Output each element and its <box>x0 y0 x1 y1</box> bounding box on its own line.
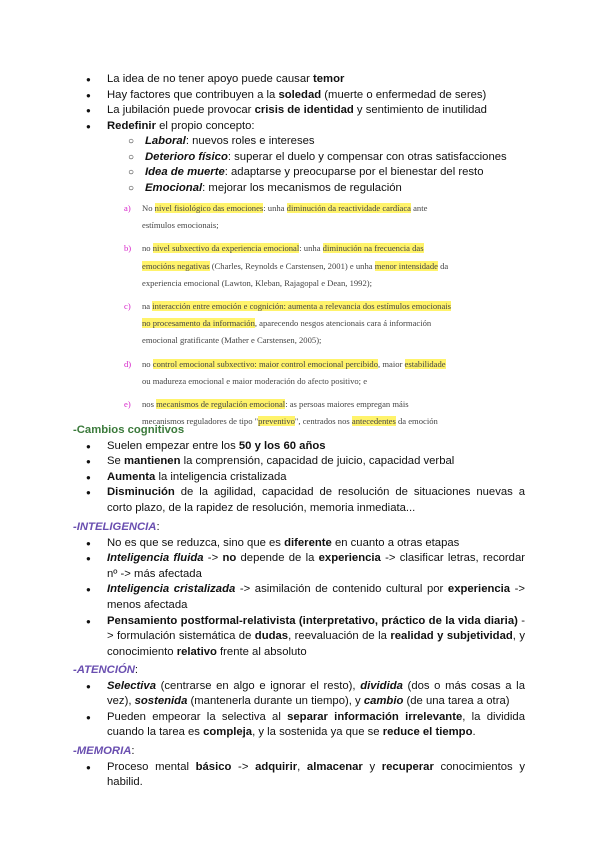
heading-text: -INTELIGENCIA <box>73 521 157 533</box>
text-run: da emoción <box>395 416 438 427</box>
excerpt-line <box>142 217 480 234</box>
item-letter: c) <box>124 301 131 312</box>
term-bold: dudas <box>254 630 289 643</box>
text-run: nos <box>142 399 157 410</box>
excerpt-line <box>142 240 480 257</box>
heading-colon: : <box>134 664 139 676</box>
term-bold-italic: Deterioro físico <box>145 150 228 163</box>
highlighted-text: emocións negativas <box>142 260 210 271</box>
list-item <box>0 679 600 710</box>
text-run: (mantenerla durante un tiempo), y <box>187 695 364 708</box>
heading-text: -ATENCIÓN <box>73 664 135 676</box>
text-run: la inteligencia cristalizada <box>155 470 287 483</box>
list-item <box>0 165 600 181</box>
text-run: de la agilidad, capacidad de resolución de situaciones nuevas a corto plazo, de la rapidez de resolución, memoria inmediata... <box>107 486 525 514</box>
term-bold: soledad <box>278 88 322 101</box>
text-run: : superar el duelo y compensar con otras satisfacciones <box>227 150 507 163</box>
list-item <box>0 103 600 119</box>
heading-colon: : <box>131 745 135 757</box>
term-bold-italic: Inteligencia cristalizada <box>107 583 236 596</box>
text-run: -> clasificar letras, recordar nº -> más afectada <box>107 552 525 580</box>
scanned-excerpt <box>120 200 480 436</box>
term-bold-italic: Idea de muerte <box>145 166 225 179</box>
text-run: No <box>142 203 155 213</box>
excerpt-line <box>142 332 480 349</box>
term-bold-italic: Inteligencia fluida <box>107 552 204 565</box>
list-item <box>0 582 600 613</box>
excerpt-line <box>142 315 480 332</box>
section-inteligencia <box>0 520 600 660</box>
text-run: na <box>142 301 153 312</box>
list-item <box>0 551 600 582</box>
text-run: : unha <box>299 243 323 254</box>
text-run: depende de la <box>236 552 319 565</box>
list-item <box>0 470 600 486</box>
list-item <box>0 454 600 470</box>
term-bold: crisis de identidad <box>254 104 354 117</box>
text-run: (dos o más cosas a la vez), <box>107 679 525 708</box>
list-item <box>0 88 600 104</box>
heading-text: -MEMORIA <box>73 745 132 757</box>
text-run: Se <box>107 455 124 468</box>
text-run: (centrarse en algo e ignorar el resto), <box>156 679 361 692</box>
text-run: Suelen empezar entre los <box>107 439 239 452</box>
term-bold: básico <box>195 760 232 773</box>
inteligencia-list <box>0 536 600 661</box>
term-bold: realidad y subjetividad <box>390 630 513 643</box>
highlighted-text: no procesamento da información <box>142 318 255 329</box>
list-item <box>0 119 600 135</box>
highlighted-text: diminución da reactividade cardíaca <box>286 203 411 213</box>
list-item <box>0 150 600 166</box>
term-bold: no <box>222 552 237 565</box>
text-run: (Charles, Reynolds e Carstensen, 2001) e unha <box>209 260 375 271</box>
atencion-list <box>0 679 600 741</box>
section-memoria <box>0 744 600 791</box>
term-bold: Aumenta <box>107 470 156 483</box>
text-run: no <box>142 358 153 369</box>
excerpt-line <box>142 275 480 292</box>
excerpt-line <box>142 396 480 413</box>
term-bold-italic: Laboral <box>145 135 186 147</box>
text-run: La idea de no tener apoyo puede causar <box>107 73 314 85</box>
term-bold-italic: cambio <box>363 695 404 708</box>
section-atencion <box>0 663 600 741</box>
term-bold-italic: sostenida <box>134 695 188 708</box>
text-run: No es que se reduzca, sino que es <box>107 536 285 549</box>
text-run: -> <box>231 760 256 773</box>
text-run: -> formulación sistemática de <box>107 614 525 643</box>
top-bullet-list <box>0 72 600 134</box>
term-bold: Redefinir <box>107 119 156 132</box>
cambios-list <box>0 439 600 517</box>
excerpt-item <box>120 356 480 390</box>
text-run: , y conocimiento <box>107 630 525 658</box>
term-bold: separar información irrelevante <box>287 710 463 723</box>
section-cambios <box>0 423 600 517</box>
text-run: , maior <box>378 358 405 369</box>
highlighted-text: antecedentes <box>351 416 396 427</box>
text-run: Hay factores que contribuyen a la <box>107 88 279 101</box>
term-bold: 50 y los 60 años <box>238 439 326 452</box>
section-heading <box>0 663 600 679</box>
term-bold: mantienen <box>123 455 181 468</box>
item-letter: b) <box>124 243 132 254</box>
memoria-list <box>0 760 600 791</box>
sub-bullet-list <box>0 134 600 196</box>
text-run: -> menos afectada <box>107 583 526 611</box>
text-run: Pueden empeorar la selectiva al <box>107 710 288 723</box>
excerpt-line <box>142 200 480 217</box>
excerpt-line <box>142 298 480 315</box>
text-run: ", centrados nos <box>294 416 352 427</box>
section-heading <box>0 520 600 536</box>
term-bold: Pensamiento postformal-relativista <box>107 614 296 627</box>
text-run: : as persoas maiores empregan máis <box>285 399 409 410</box>
text-run: : mejorar los mecanismos de regulación <box>202 181 402 194</box>
text-run: no <box>142 243 153 254</box>
term-bold: experiencia <box>447 583 511 596</box>
text-run: : adaptarse y preocuparse por el bienestar del resto <box>224 166 484 179</box>
highlighted-text: interacción entre emoción e cognición: aumenta a relevancia dos estímulos emocionais <box>152 301 452 312</box>
list-item <box>0 536 600 552</box>
text-run: (de una tarea a otra) <box>403 695 510 708</box>
list-item <box>0 485 600 516</box>
highlighted-text: control emocional subxectivo: maior control emocional percibido <box>152 358 379 369</box>
highlighted-text: menor intensidade <box>374 260 438 271</box>
list-item <box>0 181 600 197</box>
text-run: frente al absoluto <box>216 645 307 658</box>
excerpt-line <box>142 356 480 373</box>
item-letter: d) <box>124 358 132 369</box>
list-item <box>0 439 600 455</box>
excerpt-item <box>120 200 480 234</box>
term-bold: recuperar <box>381 760 434 773</box>
term-bold: temor <box>313 73 345 85</box>
text-run: -> <box>203 552 223 565</box>
list-item <box>0 710 600 741</box>
excerpt-item <box>120 240 480 292</box>
text-run: y <box>362 760 382 773</box>
term-bold-italic: Emocional <box>145 181 203 194</box>
term-bold-italic: dividida <box>360 679 403 692</box>
text-run: ante <box>410 203 428 213</box>
highlighted-text: mecanismos de regulación emocional <box>156 399 286 410</box>
excerpt-line <box>142 258 480 275</box>
text-run: , y la sostenida ya que se <box>252 726 383 739</box>
term-bold: adquirir <box>255 760 298 773</box>
highlighted-text: nivel subxectivo da experiencia emocional <box>152 243 300 254</box>
text-run: estímulos emocionais; <box>142 220 219 231</box>
text-run: y sentimiento de inutilidad <box>353 104 487 117</box>
section-heading: -Cambios cognitivos <box>73 424 185 436</box>
text-run: . <box>472 726 476 739</box>
text-run: -> asimilación de contenido cultural por <box>235 583 448 596</box>
text-run: La jubilación puede provocar <box>107 104 255 117</box>
list-item <box>0 72 600 88</box>
text-run: en cuanto a otras etapas <box>331 536 460 549</box>
term-bold: reduce el tiempo <box>382 726 473 739</box>
section-heading <box>0 744 600 760</box>
highlighted-text: preventivo <box>258 416 295 427</box>
term-bold: almacenar <box>306 760 363 773</box>
text-run: , aparecendo nesgos atencionais cara á información <box>254 318 432 329</box>
text-run: experiencia emocional (Lawton, Kleban, Rajagopal e Dean, 1992); <box>142 277 373 288</box>
text-run: da <box>437 260 449 271</box>
term-bold: relativo <box>176 645 217 658</box>
text-run: mecanismos reguladores de tipo " <box>142 416 259 427</box>
highlighted-text: nivel fisiológico das emociones <box>154 203 264 213</box>
item-letter: e) <box>124 399 131 410</box>
term-bold: experiencia <box>318 552 381 565</box>
list-item <box>0 614 600 661</box>
text-run: : unha <box>263 203 287 213</box>
item-letter: a) <box>124 203 131 213</box>
heading-colon: : <box>156 521 160 533</box>
term-bold: diferente <box>284 536 332 549</box>
list-item <box>0 134 600 150</box>
text-run: : nuevos roles e intereses <box>185 135 315 147</box>
text-run: , reevaluación de la <box>288 630 391 643</box>
text-run: Proceso mental <box>107 760 196 773</box>
text-run: conocimientos y habilid. <box>107 760 525 789</box>
term-bold-italic: Selectiva <box>107 679 156 692</box>
term-bold: Disminución <box>107 486 175 499</box>
highlighted-text: diminución na frecuencia das <box>322 243 424 254</box>
term-bold: compleja <box>203 726 253 739</box>
list-item <box>0 760 600 791</box>
text-run: , la dividida cuando la tarea es <box>107 710 525 739</box>
text-run: (muerte o enfermedad de seres) <box>321 88 487 101</box>
term-bold: (interpretativo, práctico de la vida diaria) <box>298 614 518 627</box>
text-run: la comprensión, capacidad de juicio, capacidad verbal <box>180 455 455 468</box>
text-run: emocional gratificante (Mather e Carstensen, 2005); <box>142 335 322 346</box>
text-run: ou madureza emocional e maior moderación do afecto positivo; e <box>142 375 368 386</box>
text-run: el propio concepto: <box>155 119 255 132</box>
excerpt-item <box>120 298 480 350</box>
highlighted-text: estabilidade <box>404 358 446 369</box>
excerpt-line <box>142 373 480 390</box>
text-run: , <box>297 760 307 773</box>
